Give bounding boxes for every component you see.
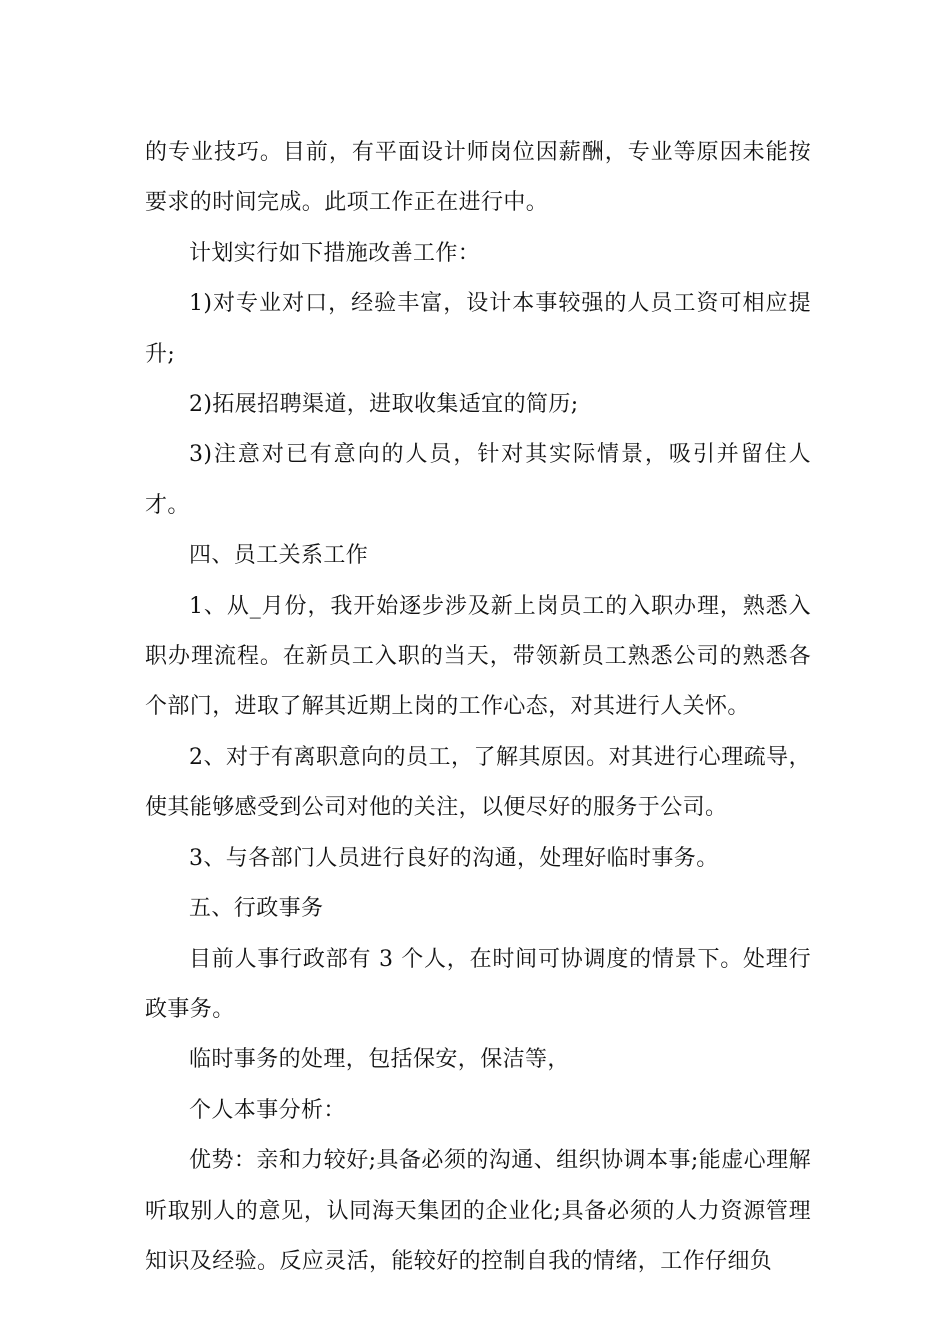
paragraph-8: 2、对于有离职意向的员工，了解其原因。对其进行心理疏导，使其能够感受到公司对他的关注，以便尽好的服务于公司。 (145, 744, 811, 821)
paragraph-13: 个人本事分析： (189, 1097, 346, 1123)
paragraph-9: 3、与各部门人员进行良好的沟通，处理好临时事务。 (189, 845, 719, 871)
section-heading-employee-relations: 四、员工关系工作 (189, 543, 369, 569)
section-heading-administration: 五、行政事务 (189, 896, 324, 922)
document-body (145, 128, 811, 1287)
paragraph-14: 优势：亲和力较好;具备必须的沟通、组织协调本事;能虚心理解听取别人的意见，认同海天集团的企业化;具备必须的人力资源管理知识及经验。反应灵活，能较好的控制自我的情绪，工作仔细负 (145, 1148, 811, 1274)
paragraph-1: 的专业技巧。目前，有平面设计师岗位因薪酬，专业等原因未能按要求的时间完成。此项工作正在进行中。 (145, 140, 811, 216)
paragraph-11: 目前人事行政部有 3 个人，在时间可协调度的情景下。处理行政事务。 (145, 946, 811, 1022)
paragraph-7: 1、从_月份，我开始逐步涉及新上岗员工的入职办理，熟悉入职办理流程。在新员工入职的当天，带领新员工熟悉公司的熟悉各个部门，进取了解其近期上岗的工作心态，对其进行人关怀。 (145, 593, 811, 720)
paragraph-4: 2)拓展招聘渠道，进取收集适宜的简历; (189, 392, 579, 418)
paragraph-12: 临时事务的处理，包括保安，保洁等， (189, 1047, 570, 1073)
paragraph-2: 计划实行如下措施改善工作： (189, 240, 481, 266)
paragraph-5: 3)注意对已有意向的人员，针对其实际情景，吸引并留住人才。 (145, 442, 811, 518)
paragraph-3: 1)对专业对口，经验丰富，设计本事较强的人员工资可相应提升; (145, 291, 811, 367)
